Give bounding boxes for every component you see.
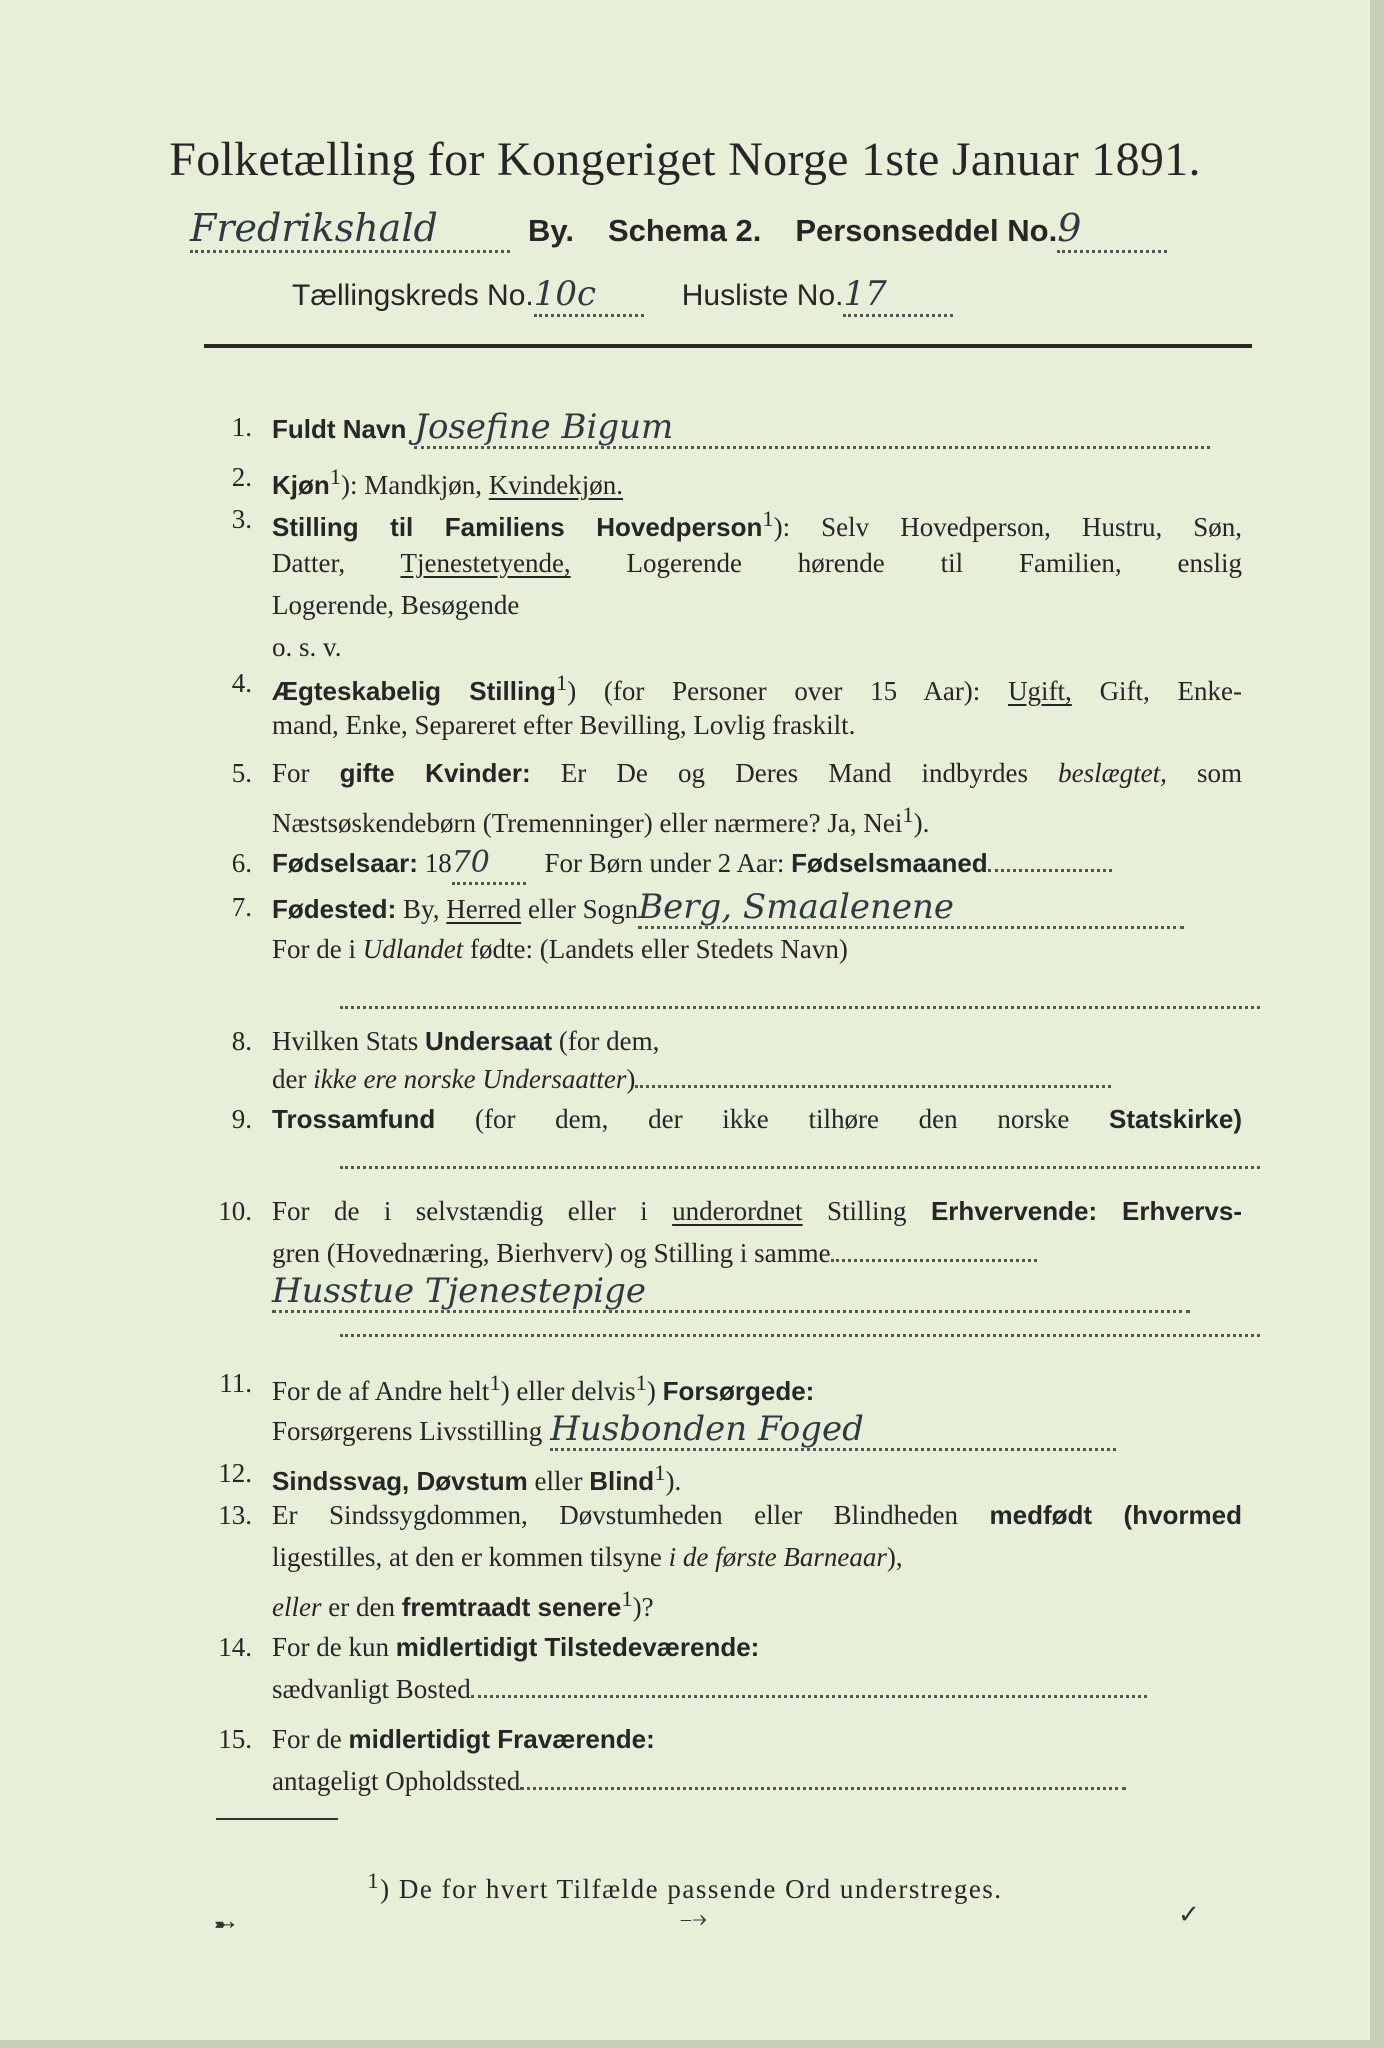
q13-sup: 1 [621, 1586, 633, 1611]
q14-pre: For de kun [272, 1632, 389, 1662]
q7-line2-rest: fødte: (Landets eller Stedets Navn) [470, 934, 848, 964]
q7-blank-line [340, 1006, 1260, 1009]
q4-sup: 1 [555, 670, 568, 695]
q4-line2: mand, Enke, Separeret efter Bevilling, Lovlig fraskilt. [272, 710, 856, 740]
q7-number: 7. [231, 892, 252, 922]
q4-selected: Ugift, [1008, 676, 1072, 706]
q10-selected: underordnet [672, 1196, 803, 1226]
footnote-text: ) De for hvert Tilfælde passende Ord understreges. [380, 1874, 1003, 1904]
personseddel-value: 9 [1057, 206, 1167, 253]
q12-sup: 1 [654, 1460, 666, 1485]
q8-pre: Hvilken Stats [272, 1026, 419, 1056]
q6-month-line [988, 869, 1112, 872]
husliste-value: 17 [843, 274, 953, 317]
q4-line1-mid: ) (for Personer over 15 Aar): [567, 676, 981, 706]
q15-answer-line [520, 1787, 1126, 1790]
q8-rest: (for dem, [558, 1026, 660, 1056]
q15-line2: antageligt Opholdssted [272, 1766, 521, 1796]
q9-blank-line [340, 1166, 1260, 1169]
q12-label2: Blind [589, 1466, 655, 1496]
q7-line2-italic: Udlandet [362, 934, 464, 964]
q13-line3-end: )? [632, 1592, 654, 1622]
kreds-label: Tællingskreds No. [292, 279, 534, 312]
city-handwritten: Fredrikshald [190, 206, 510, 253]
q6-label2: Fødselsmaaned [791, 848, 988, 878]
q9-label2: Statskirke) [1109, 1104, 1243, 1134]
q13-label2: fremtraadt senere [401, 1592, 622, 1622]
q15-pre: For de [272, 1724, 342, 1754]
q7-rest: eller Sogn [527, 894, 639, 924]
personseddel-label: Personseddel No. [795, 213, 1058, 248]
q3-line1: ): Selv Hovedperson, Hustru, Søn, [773, 512, 1242, 542]
footnote-sup: 1 [367, 1868, 381, 1893]
q10-blank-line [340, 1334, 1260, 1337]
q3-line4: o. s. v. [272, 632, 342, 662]
q6-mid: For Børn under 2 Aar: [544, 848, 785, 878]
q12-label: Sindssvag, Døvstum [272, 1466, 528, 1496]
q2-sup: 1 [329, 464, 342, 489]
q14-line2: sædvanligt Bosted [272, 1674, 471, 1704]
q12-end: ). [665, 1466, 682, 1496]
q11-pre: For de af Andre helt [272, 1376, 490, 1406]
q9-label: Trossamfund [272, 1104, 436, 1134]
kreds-value: 10c [534, 274, 644, 317]
q5-sup: 1 [902, 802, 914, 827]
q5-end: som [1197, 758, 1243, 788]
q11-sup1: 1 [489, 1370, 501, 1395]
q10-label: Erhvervende: Erhvervs- [930, 1196, 1243, 1226]
q5-label: gifte Kvinder: [339, 758, 531, 788]
q7-pre: By, [402, 894, 440, 924]
q5-pre: For [272, 758, 310, 788]
header-line-kreds [292, 274, 1250, 317]
q10-number: 10. [218, 1196, 252, 1226]
q8-line2-end: ) [626, 1064, 636, 1094]
q5-line2: Næstsøskendebørn (Tremenninger) eller nærmere? Ja, Nei [272, 808, 903, 838]
margin-tick-right: ✓ [1178, 1900, 1200, 1929]
husliste-label: Husliste No. [681, 279, 844, 312]
q10-line2: gren (Hovednæring, Bierhverv) og Stilling i samme [272, 1238, 831, 1268]
q10-pre: For de i selvstændig eller i [272, 1196, 648, 1226]
q7-line2-pre: For de i [272, 934, 356, 964]
q3-line2-pre: Datter, [272, 548, 346, 578]
q3-label: Stilling til Familiens Hovedperson [272, 512, 763, 542]
q13-line1-end: (hvormed [1123, 1500, 1242, 1530]
margin-tick-center: ⤍ [680, 1904, 708, 1933]
q3-number: 3. [231, 504, 252, 534]
q1-label: Fuldt Navn [272, 414, 407, 444]
q10-answer: Husstue Tjenestepige [272, 1272, 1190, 1313]
q6-number: 6. [231, 848, 252, 878]
q2-number: 2. [231, 462, 252, 492]
q13-label: medfødt [989, 1500, 1093, 1530]
q9-number: 9. [231, 1104, 252, 1134]
q14-number: 14. [218, 1632, 252, 1662]
q4-number: 4. [231, 668, 252, 698]
q5-number: 5. [231, 758, 252, 788]
q11-end: ) [646, 1376, 656, 1406]
q5-mid: Er De og Deres Mand indbyrdes [560, 758, 1028, 788]
q13-line2-end: ), [886, 1542, 903, 1572]
header-rule [204, 344, 1252, 348]
q11-line2: Forsørgerens Livsstilling [272, 1416, 543, 1446]
q8-label: Undersaat [425, 1026, 553, 1056]
q12-number: 12. [218, 1458, 252, 1488]
q2-selected: Kvindekjøn. [488, 470, 624, 500]
q3-line2-rest: Logerende hørende til Familien, enslig [626, 548, 1243, 578]
q6-label: Fødselsaar: [272, 848, 418, 878]
q1-answer: Josefine Bigum [414, 408, 1210, 449]
q14-label: midlertidigt Tilstedeværende: [395, 1632, 760, 1662]
q13-number: 13. [218, 1500, 252, 1530]
q2-options: ): Mandkjøn, [341, 470, 483, 500]
footnote-rule [216, 1818, 338, 1820]
margin-tick-left: ➸ [214, 1910, 236, 1939]
q9-rest: (for dem, der ikke tilhøre den norske [474, 1104, 1070, 1134]
q15-number: 15. [218, 1724, 252, 1754]
q8-answer-line [635, 1085, 1111, 1088]
q7-answer: Berg, Smaalenene [638, 888, 1184, 929]
q7-label: Fødested: [272, 894, 397, 924]
q11-label: Forsørgede: [662, 1376, 815, 1406]
q14-answer-line [471, 1695, 1147, 1698]
q6-printed-year: 18 [424, 848, 452, 878]
q10-mid: Stilling [826, 1196, 907, 1226]
q13-line3-italic: eller [272, 1592, 322, 1622]
q3-sup: 1 [762, 506, 774, 531]
schema-label: Schema 2. [607, 213, 762, 248]
header-line-schema [190, 206, 1250, 253]
q3-selected: Tjenestetyende, [400, 548, 571, 578]
q13-line2-pre: ligestilles, at den er kommen tilsyne [272, 1542, 662, 1572]
q8-number: 8. [231, 1026, 252, 1056]
form-title: Folketælling for Kongeriget Norge 1ste Januar 1891. [169, 133, 1201, 186]
q8-line2-pre: der [272, 1064, 307, 1094]
q4-label: Ægteskabelig Stilling [272, 676, 556, 706]
footnote [0, 1868, 1370, 1905]
q11-answer: Husbonden Foged [550, 1410, 1116, 1451]
q3-line3: Logerende, Besøgende [272, 590, 520, 620]
q6-answer: 70 [452, 844, 526, 885]
q5-italic: beslægtet, [1058, 758, 1167, 788]
q4-line1-rest: Gift, Enke- [1099, 676, 1243, 706]
q11-number: 11. [219, 1368, 252, 1398]
q5-line2-end: ). [913, 808, 930, 838]
q1-number: 1. [231, 412, 252, 442]
q13-line1: Er Sindssygdommen, Døvstumheden eller Blindheden [272, 1500, 959, 1530]
q12-mid: eller [534, 1466, 583, 1496]
q13-line3-mid: er den [328, 1592, 395, 1622]
q10-line2-leader [831, 1259, 1037, 1262]
q7-selected: Herred [446, 894, 522, 924]
q13-line2-italic: i de første Barneaar [668, 1542, 887, 1572]
q11-sup2: 1 [635, 1370, 647, 1395]
q11-mid: ) eller delvis [500, 1376, 636, 1406]
by-label: By. [528, 213, 574, 248]
q2-label: Kjøn [272, 470, 330, 500]
q15-label: midlertidigt Fraværende: [348, 1724, 655, 1754]
q8-line2-italic: ikke ere norske Undersaatter [313, 1064, 627, 1094]
